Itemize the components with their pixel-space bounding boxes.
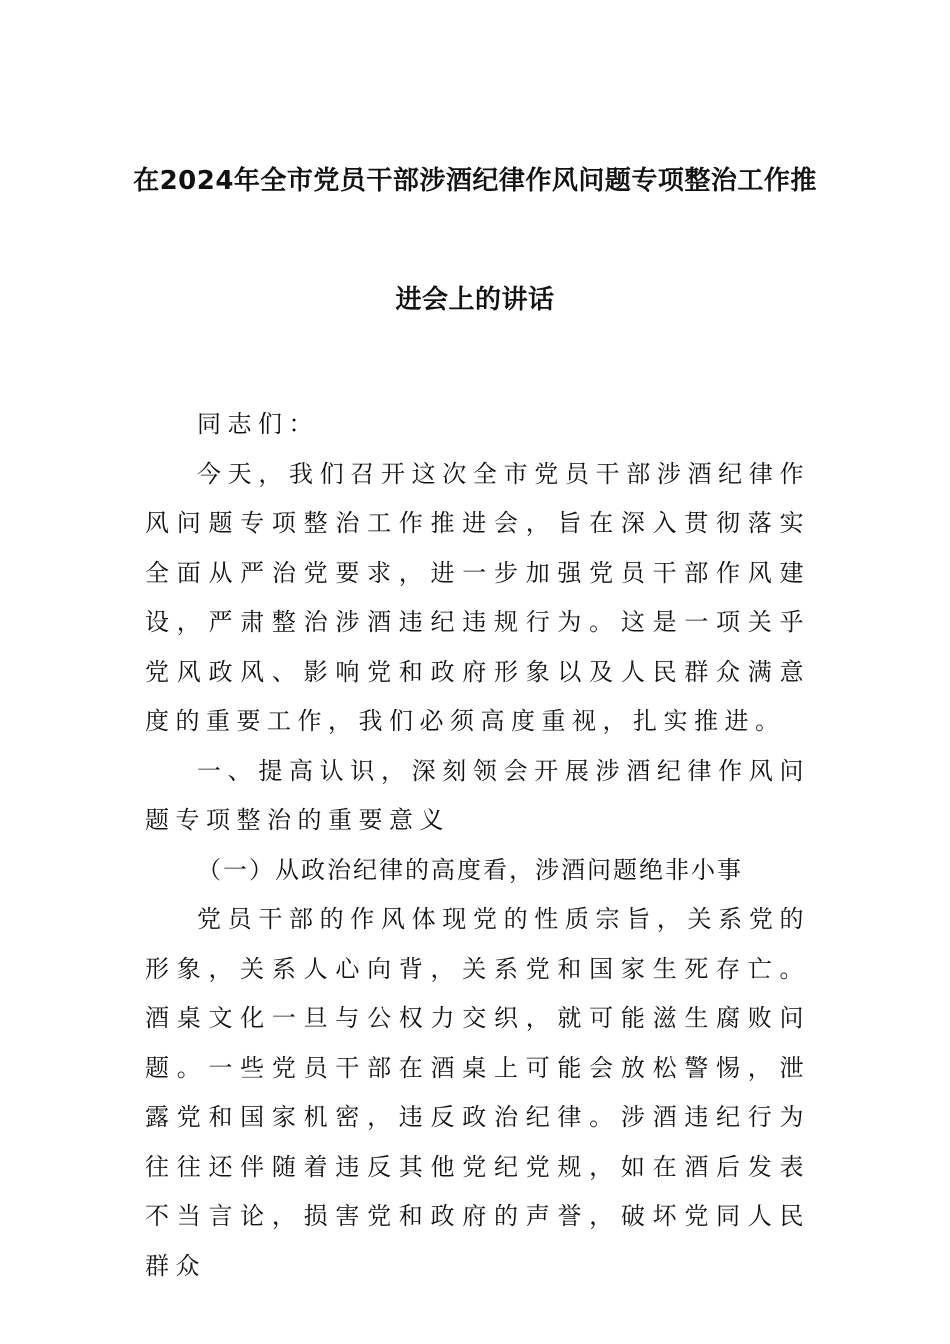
greeting-paragraph: 同志们：: [197, 410, 319, 438]
section-heading-1: 一、提高认识，深刻领会开展涉酒纪律作风问题专项整治的重要意义: [145, 756, 810, 834]
intro-paragraph: 今天，我们召开这次全市党员干部涉酒纪律作风问题专项整治工作推进会，旨在深入贯彻落实全面从严治党要求，进一步加强党员干部作风建设，严肃整治涉酒违纪违规行为。这是一项关乎党风政风、影响党和政府形象以及人民群众满意度的重要工作，我们必须高度重视，扎实推进。: [145, 459, 810, 735]
document-title-line-1: 在2024年全市党员干部涉酒纪律作风问题专项整治工作推: [133, 166, 817, 196]
document-title-line-2: 进会上的讲话: [395, 285, 555, 315]
body-paragraph: 党员干部的作风体现党的性质宗旨，关系党的形象，关系人心向背，关系党和国家生死存亡。酒桌文化一旦与公权力交织，就可能滋生腐败问题。一些党员干部在酒桌上可能会放松警惕，泄露党和国家机密，违反政治纪律。涉酒违纪行为往往还伴随着违反其他党纪党规，如在酒后发表不当言论，损害党和政府的声誉，破坏党同人民群众: [145, 905, 810, 1280]
subsection-heading-1: （一）从政治纪律的高度看，涉酒问题绝非小事: [197, 855, 743, 884]
document-body: [145, 400, 810, 1291]
